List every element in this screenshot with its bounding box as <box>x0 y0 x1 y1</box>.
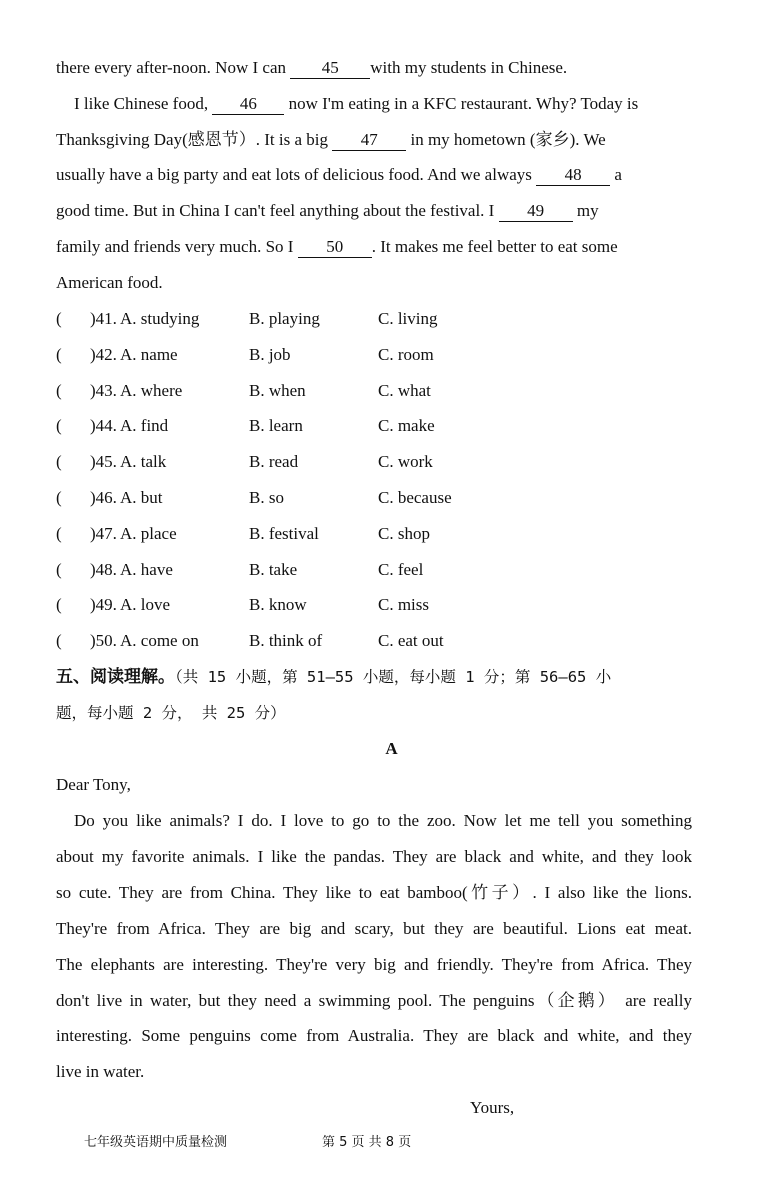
answer-paren: ( <box>56 416 62 436</box>
option-c: C. living <box>378 309 438 328</box>
passage-line: live in water. <box>56 1062 145 1082</box>
option-c: C. work <box>378 452 433 472</box>
option-a: A. studying <box>120 309 200 328</box>
option-b: B. playing <box>249 309 320 328</box>
question-number: )42. <box>90 344 117 364</box>
passage-line: interesting. Some penguins come from Australia. They are black and white, and they <box>56 1026 692 1046</box>
cloze-text: there every after-noon. Now I can <box>56 58 291 77</box>
question-number: )46. <box>90 488 117 507</box>
cloze-line-5 <box>56 200 599 222</box>
letter-closing: Yours, <box>470 1098 515 1117</box>
cloze-line-7: American food. <box>56 273 163 292</box>
passage-line: The elephants are interesting. They're very big and friendly. They're from Africa. They <box>56 954 692 974</box>
answer-paren: ( <box>56 380 62 400</box>
option-c: C. shop <box>378 523 430 543</box>
cloze-text: good time. But in China I can't feel anything about the festival. I <box>56 201 499 220</box>
question-number: )49. <box>90 595 117 615</box>
cloze-text: I like Chinese food, <box>74 94 213 113</box>
question-number: )50. <box>90 631 117 651</box>
option-c: C. eat out <box>378 631 444 651</box>
cloze-text: in my hometown (家乡). We <box>406 130 606 149</box>
question-number: )43. <box>90 380 117 400</box>
answer-paren: ( <box>56 559 62 579</box>
option-a: A. but <box>120 488 163 507</box>
section-note: 题，每小题 2 分， 共 25 分） <box>56 704 286 722</box>
section-heading: 五、阅读理解。 <box>56 667 175 687</box>
blank-46: 46 <box>212 94 284 115</box>
option-a: A. have <box>120 559 173 579</box>
option-a: A. place <box>120 523 177 543</box>
passage-line: Do you like animals? I do. I love to go to the zoo. Now let me tell you something <box>74 811 692 830</box>
cloze-text: usually have a big party and eat lots of delicious food. And we always <box>56 165 537 184</box>
passage-heading: A <box>385 739 398 758</box>
footer-exam-name: 七年级英语期中质量检测 <box>84 1135 228 1150</box>
answer-paren: ( <box>56 631 62 651</box>
cloze-line-2 <box>74 93 638 115</box>
blank-45: 45 <box>290 58 370 79</box>
answer-paren: ( <box>56 523 62 543</box>
cloze-text: my <box>572 201 599 220</box>
question-number: )48. <box>90 559 117 579</box>
cloze-text: with my students in Chinese. <box>370 58 568 77</box>
option-c: C. miss <box>378 595 430 615</box>
option-c: C. room <box>378 344 434 364</box>
option-a: A. name <box>120 344 178 364</box>
question-number: )44. <box>90 416 117 436</box>
option-c: C. because <box>378 488 452 507</box>
option-a: A. love <box>120 595 171 615</box>
section-5-title-cont <box>56 702 692 724</box>
option-c: C. make <box>378 416 435 436</box>
cloze-text: family and friends very much. So I <box>56 237 298 256</box>
option-c: C. feel <box>378 559 424 579</box>
answer-paren: ( <box>56 344 62 364</box>
option-a: A. find <box>120 416 169 436</box>
option-b: B. job <box>249 344 291 364</box>
cloze-line-4 <box>56 164 622 186</box>
question-number: )45. <box>90 452 117 472</box>
passage-line: don't live in water, but they need a swimming pool. The penguins（企鹅） are really <box>56 990 692 1010</box>
option-b: B. festival <box>249 523 319 543</box>
option-a: A. talk <box>120 452 167 472</box>
letter-greeting: Dear Tony, <box>56 775 131 794</box>
option-b: B. know <box>249 595 307 615</box>
answer-paren: ( <box>56 488 62 507</box>
blank-48: 48 <box>536 165 610 186</box>
answer-paren: ( <box>56 452 62 472</box>
option-b: B. when <box>249 380 306 400</box>
cloze-line-3 <box>56 129 606 151</box>
passage-line: They're from Africa. They are big and scary, but they are beautiful. Lions eat meat. <box>56 918 692 938</box>
answer-paren: ( <box>56 595 62 615</box>
cloze-text: a <box>610 165 622 184</box>
option-b: B. so <box>249 488 284 507</box>
blank-49: 49 <box>499 201 573 222</box>
option-c: C. what <box>378 380 431 400</box>
option-b: B. read <box>249 452 299 472</box>
option-b: B. think of <box>249 631 323 651</box>
section-note: （共 15 小题，第 51—55 小题，每小题 1 分；第 56—65 小 <box>175 668 612 686</box>
option-b: B. take <box>249 559 298 579</box>
passage-line: so cute. They are from China. They like to eat bamboo(竹子）. I also like the lions. <box>56 882 692 902</box>
cloze-line-6 <box>56 236 618 258</box>
cloze-text: Thanksgiving Day(感恩节）. It is a big <box>56 130 333 149</box>
option-a: A. where <box>120 380 183 400</box>
footer-page-info: 第 5 页 共 8 页 <box>322 1135 412 1150</box>
cloze-text: . It makes me feel better to eat some <box>371 237 618 256</box>
answer-paren: ( <box>56 309 62 328</box>
option-b: B. learn <box>249 416 303 436</box>
blank-50: 50 <box>298 237 372 258</box>
question-number: )47. <box>90 523 117 543</box>
question-number: )41. <box>90 309 117 328</box>
blank-47: 47 <box>332 130 406 151</box>
passage-line: about my favorite animals. I like the pandas. They are black and white, and they look <box>56 846 692 866</box>
cloze-text: now I'm eating in a KFC restaurant. Why? Today is <box>284 94 639 113</box>
cloze-line-1 <box>56 57 567 79</box>
option-a: A. come on <box>120 631 199 651</box>
section-5-title <box>56 666 692 688</box>
